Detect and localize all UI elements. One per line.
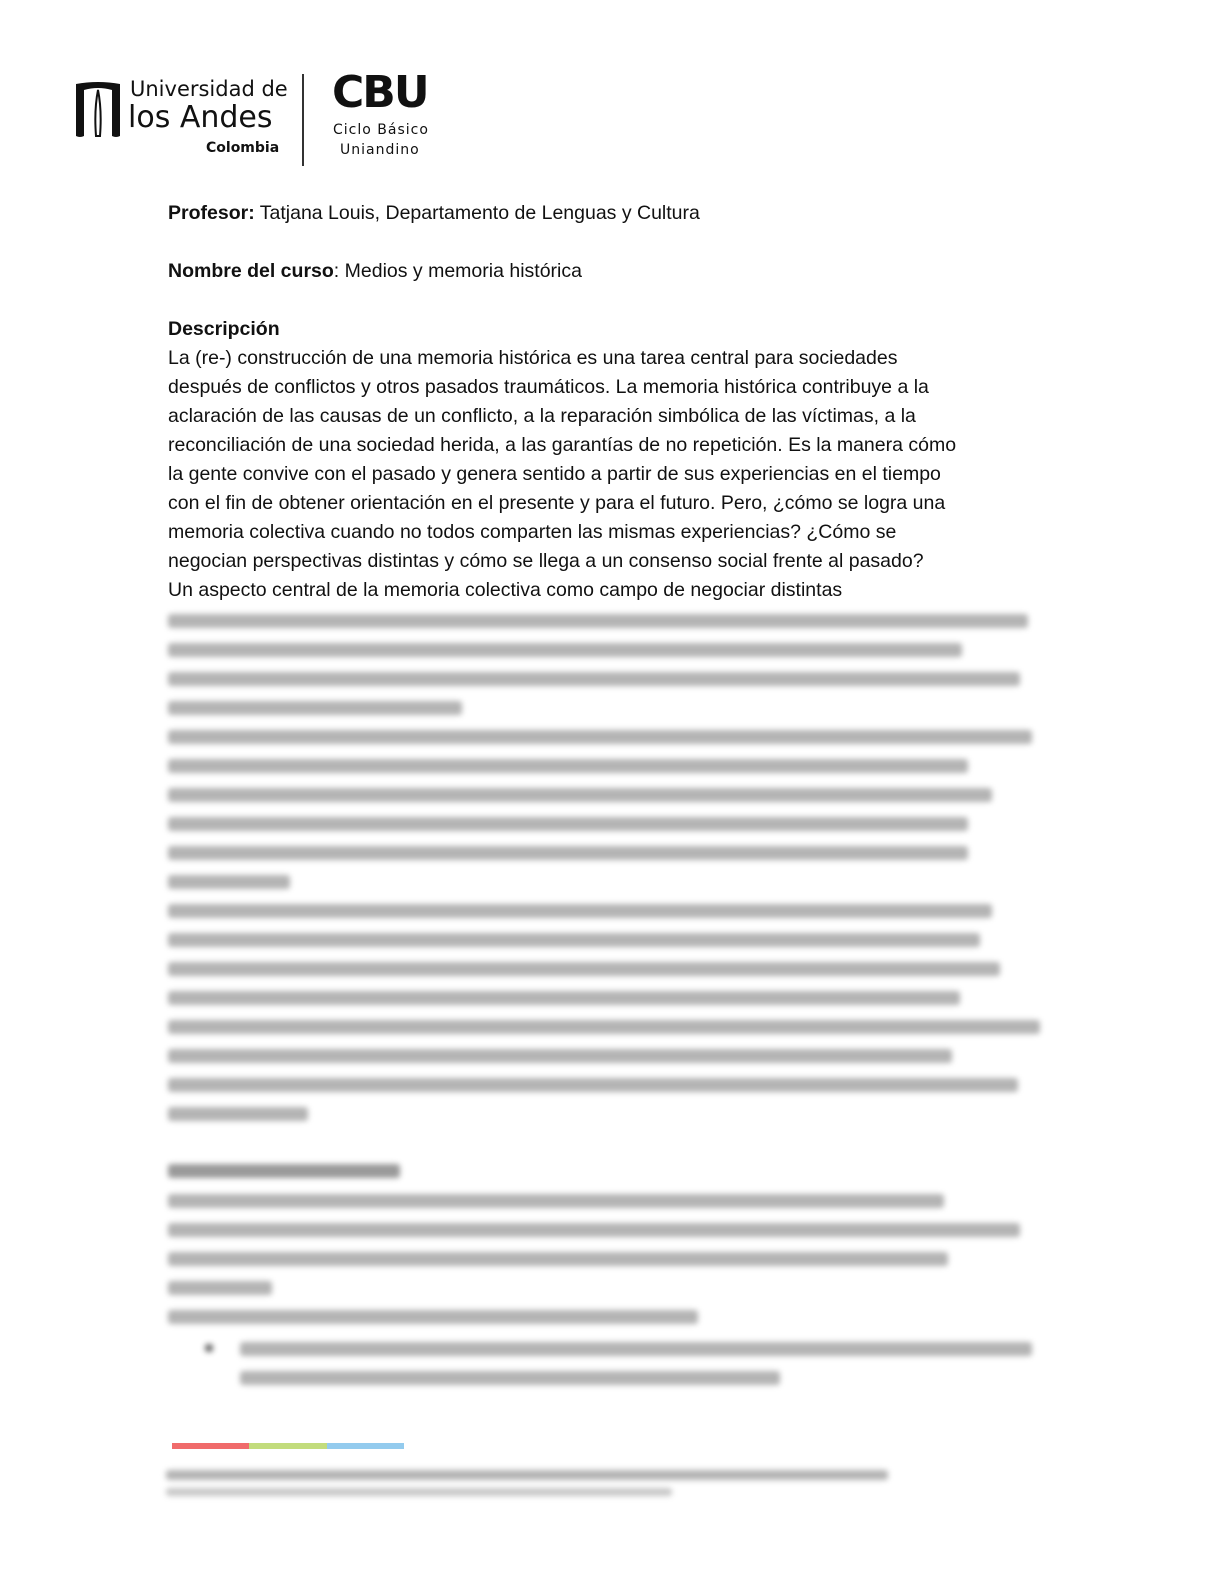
professor-field xyxy=(168,199,700,228)
professor-value: Tatjana Louis, Departamento de Lenguas y Cultura xyxy=(254,202,700,224)
cbu-logo xyxy=(332,67,442,165)
description-line: Un aspecto central de la memoria colectiva como campo de negociar distintas xyxy=(168,579,843,601)
footer-bar-green xyxy=(249,1443,326,1449)
course-field xyxy=(168,257,582,286)
university-name-line2: los Andes xyxy=(128,100,273,135)
course-value: : Medios y memoria histórica xyxy=(333,260,582,282)
course-label: Nombre del curso xyxy=(168,260,334,282)
footer-bar-blue xyxy=(327,1443,404,1449)
university-logo xyxy=(72,77,288,164)
description-line: La (re-) construcción de una memoria histórica es una tarea central para sociedades xyxy=(168,347,898,369)
description-line: con el fin de obtener orientación en el presente y para el futuro. Pero, ¿cómo se logra una xyxy=(168,492,946,514)
description-line: después de conflictos y otros pasados traumáticos. La memoria histórica contribuye a la xyxy=(168,376,929,398)
footer-color-bar xyxy=(172,1443,404,1449)
footer-bar-red xyxy=(172,1443,249,1449)
description-line: reconciliación de una sociedad herida, a las garantías de no repetición. Es la manera cómo xyxy=(168,434,957,456)
university-country: Colombia xyxy=(206,140,280,156)
description-line: negocian perspectivas distintas y cómo se llega a un consenso social frente al pasado? xyxy=(168,550,924,572)
description-line: la gente convive con el pasado y genera sentido a partir de sus experiencias en el tiempo xyxy=(168,463,941,485)
description-line: memoria colectiva cuando no todos comparten las mismas experiencias? ¿Cómo se xyxy=(168,521,897,543)
university-shield-icon xyxy=(72,80,124,140)
description-heading: Descripción xyxy=(168,318,280,340)
cbu-acronym: CBU xyxy=(332,67,428,118)
logo-divider xyxy=(302,74,304,166)
bullet-icon xyxy=(205,1344,213,1352)
university-name-line1: Universidad de xyxy=(130,77,288,101)
cbu-line2: Uniandino xyxy=(340,142,420,158)
cbu-line1: Ciclo Básico xyxy=(333,122,429,138)
description-line: aclaración de las causas de un conflicto, a la reparación simbólica de las víctimas, a la xyxy=(168,405,916,427)
professor-label: Profesor: xyxy=(168,202,255,224)
